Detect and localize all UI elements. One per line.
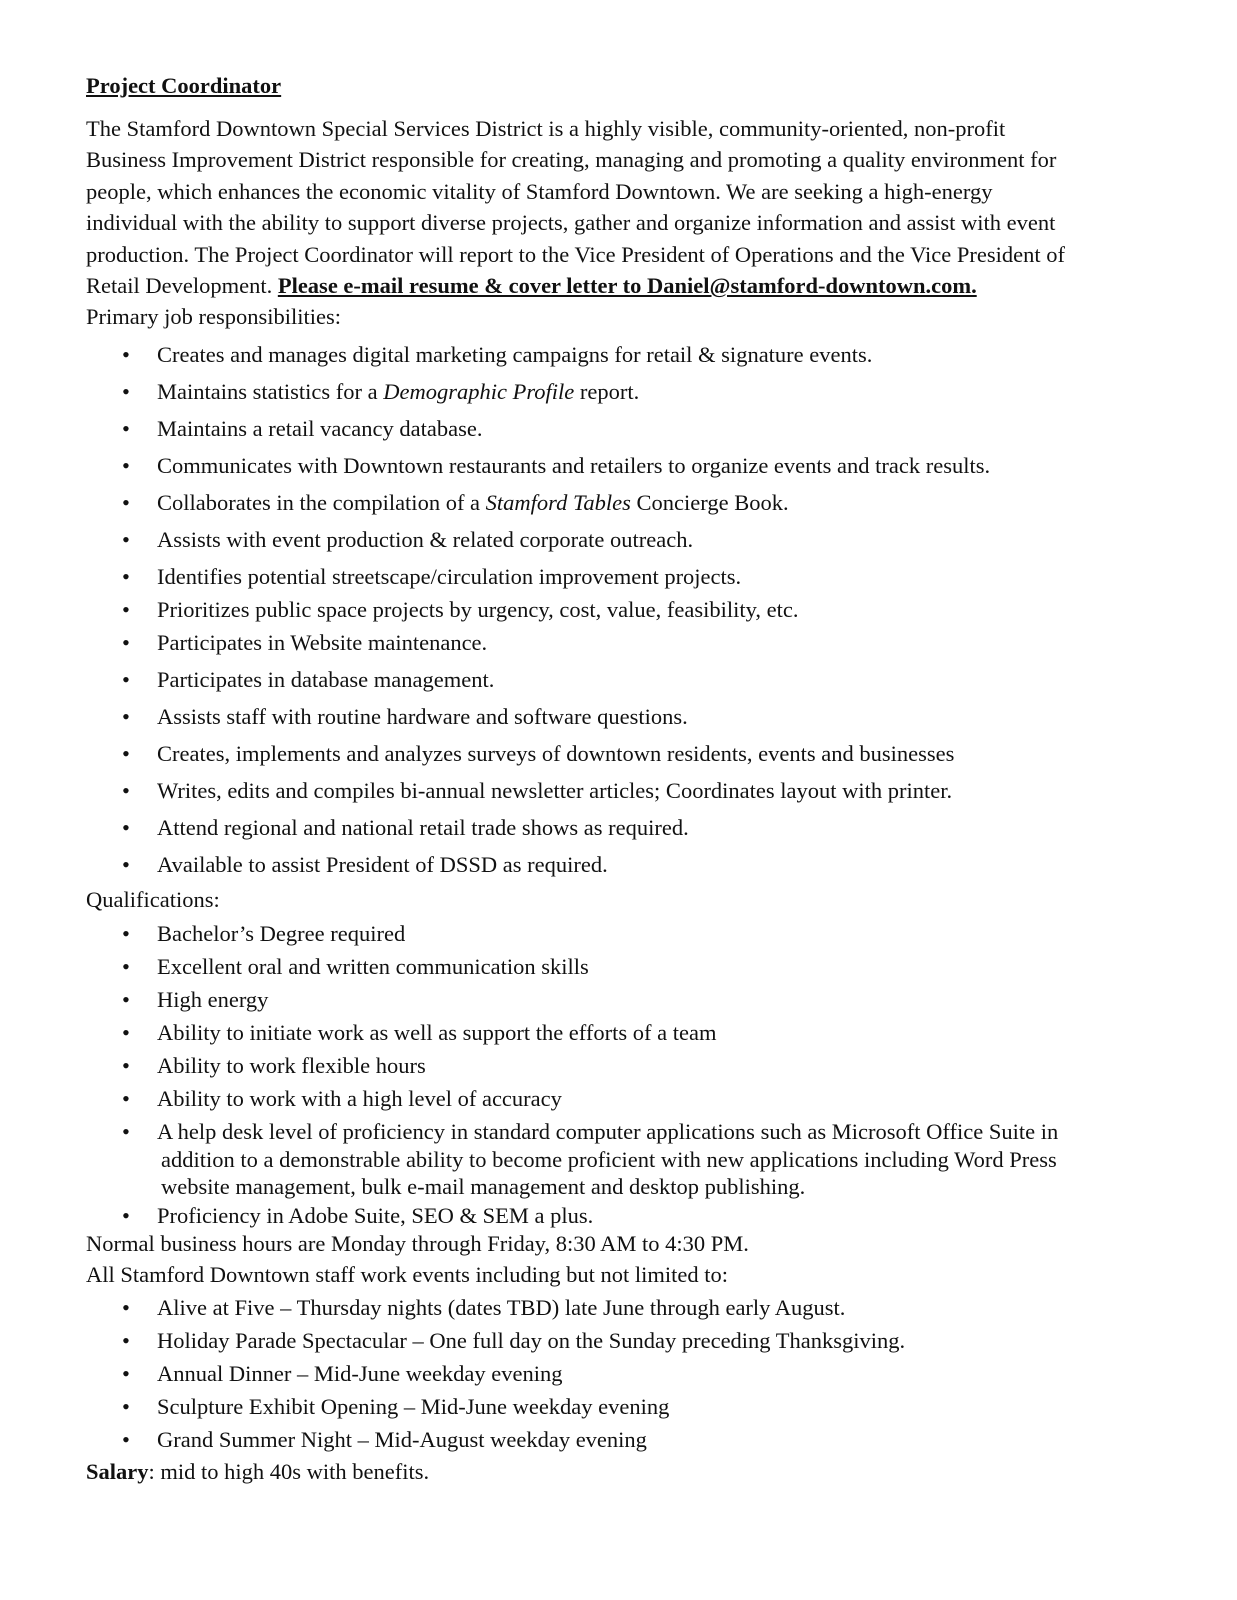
qualification-item: • Excellent oral and written communication skills	[157, 954, 589, 980]
intro-line: people, which enhances the economic vitality of Stamford Downtown. We are seeking a high-energy	[86, 179, 993, 204]
responsibility-item: • Participates in Website maintenance.	[157, 630, 487, 656]
responsibility-item: • Communicates with Downtown restaurants and retailers to organize events and track results.	[157, 453, 990, 479]
responsibility-item	[157, 379, 639, 405]
job-title: Project Coordinator	[86, 73, 282, 98]
report-name: Demographic Profile	[383, 379, 575, 404]
qualification-item: • High energy	[157, 987, 268, 1013]
responsibility-item: • Prioritizes public space projects by urgency, cost, value, feasibility, etc.	[157, 597, 798, 623]
intro-line: Business Improvement District responsible for creating, managing and promoting a quality environment for	[86, 147, 1057, 172]
responsibility-item: • Assists with event production & related corporate outreach.	[157, 527, 693, 553]
book-name: Stamford Tables	[485, 490, 631, 515]
intro-line-last	[86, 273, 977, 299]
event-item: • Sculpture Exhibit Opening – Mid-June weekday evening	[157, 1394, 669, 1420]
responsibility-item: • Creates and manages digital marketing campaigns for retail & signature events.	[157, 342, 872, 368]
responsibility-item: • Identifies potential streetscape/circulation improvement projects.	[157, 564, 741, 590]
qualification-item: • Ability to work with a high level of accuracy	[157, 1086, 562, 1112]
qualification-item: • Ability to initiate work as well as support the efforts of a team	[157, 1020, 716, 1046]
responsibility-item: • Available to assist President of DSSD as required.	[157, 852, 608, 878]
event-item: • Alive at Five – Thursday nights (dates TBD) late June through early August.	[157, 1295, 845, 1321]
responsibility-item: • Attend regional and national retail trade shows as required.	[157, 815, 689, 841]
business-hours: Normal business hours are Monday through Friday, 8:30 AM to 4:30 PM.	[86, 1231, 749, 1256]
event-item: • Holiday Parade Spectacular – One full day on the Sunday preceding Thanksgiving.	[157, 1328, 905, 1354]
text: report.	[574, 379, 640, 404]
text: Concierge Book.	[630, 490, 789, 515]
responsibility-item: • Writes, edits and compiles bi-annual newsletter articles; Coordinates layout with printer.	[157, 778, 952, 804]
qualification-item: • Ability to work flexible hours	[157, 1053, 426, 1079]
responsibilities-heading: Primary job responsibilities:	[86, 304, 341, 329]
qualification-item: • Proficiency in Adobe Suite, SEO & SEM a plus.	[157, 1203, 593, 1229]
salary-text: : mid to high 40s with benefits.	[148, 1459, 430, 1484]
qualification-item: • A help desk level of proficiency in standard computer applications such as Microsoft Office Suite in	[157, 1119, 1058, 1145]
qualification-item-continued: addition to a demonstrable ability to become proficient with new applications including Word Press	[161, 1147, 1057, 1172]
qualification-item: • Bachelor’s Degree required	[157, 921, 405, 947]
intro-line: production. The Project Coordinator will report to the Vice President of Operations and the Vice President of	[86, 242, 1065, 267]
responsibility-item: • Participates in database management.	[157, 667, 494, 693]
intro-line: individual with the ability to support diverse projects, gather and organize information and assist with event	[86, 210, 1056, 235]
responsibility-item	[157, 490, 789, 516]
apply-email-link[interactable]: Please e-mail resume & cover letter to Daniel@stamford-downtown.com.	[277, 273, 977, 298]
responsibility-item: • Creates, implements and analyzes surveys of downtown residents, events and businesses	[157, 741, 954, 767]
intro-line: Retail Development.	[86, 273, 278, 298]
qualifications-heading: Qualifications:	[86, 887, 220, 912]
text: Maintains statistics for a	[157, 379, 384, 404]
responsibility-item: • Maintains a retail vacancy database.	[157, 416, 482, 442]
qualification-item-continued: website management, bulk e-mail management and desktop publishing.	[161, 1174, 806, 1199]
event-item: • Annual Dinner – Mid-June weekday evening	[157, 1361, 563, 1387]
events-heading: All Stamford Downtown staff work events including but not limited to:	[86, 1262, 729, 1287]
salary-line	[86, 1459, 429, 1485]
event-item: • Grand Summer Night – Mid-August weekday evening	[157, 1427, 647, 1453]
salary-label: Salary	[86, 1459, 149, 1484]
responsibility-item: • Assists staff with routine hardware and software questions.	[157, 704, 688, 730]
intro-line: The Stamford Downtown Special Services District is a highly visible, community-oriented, non-profit	[86, 116, 1006, 141]
text: Collaborates in the compilation of a	[157, 490, 486, 515]
